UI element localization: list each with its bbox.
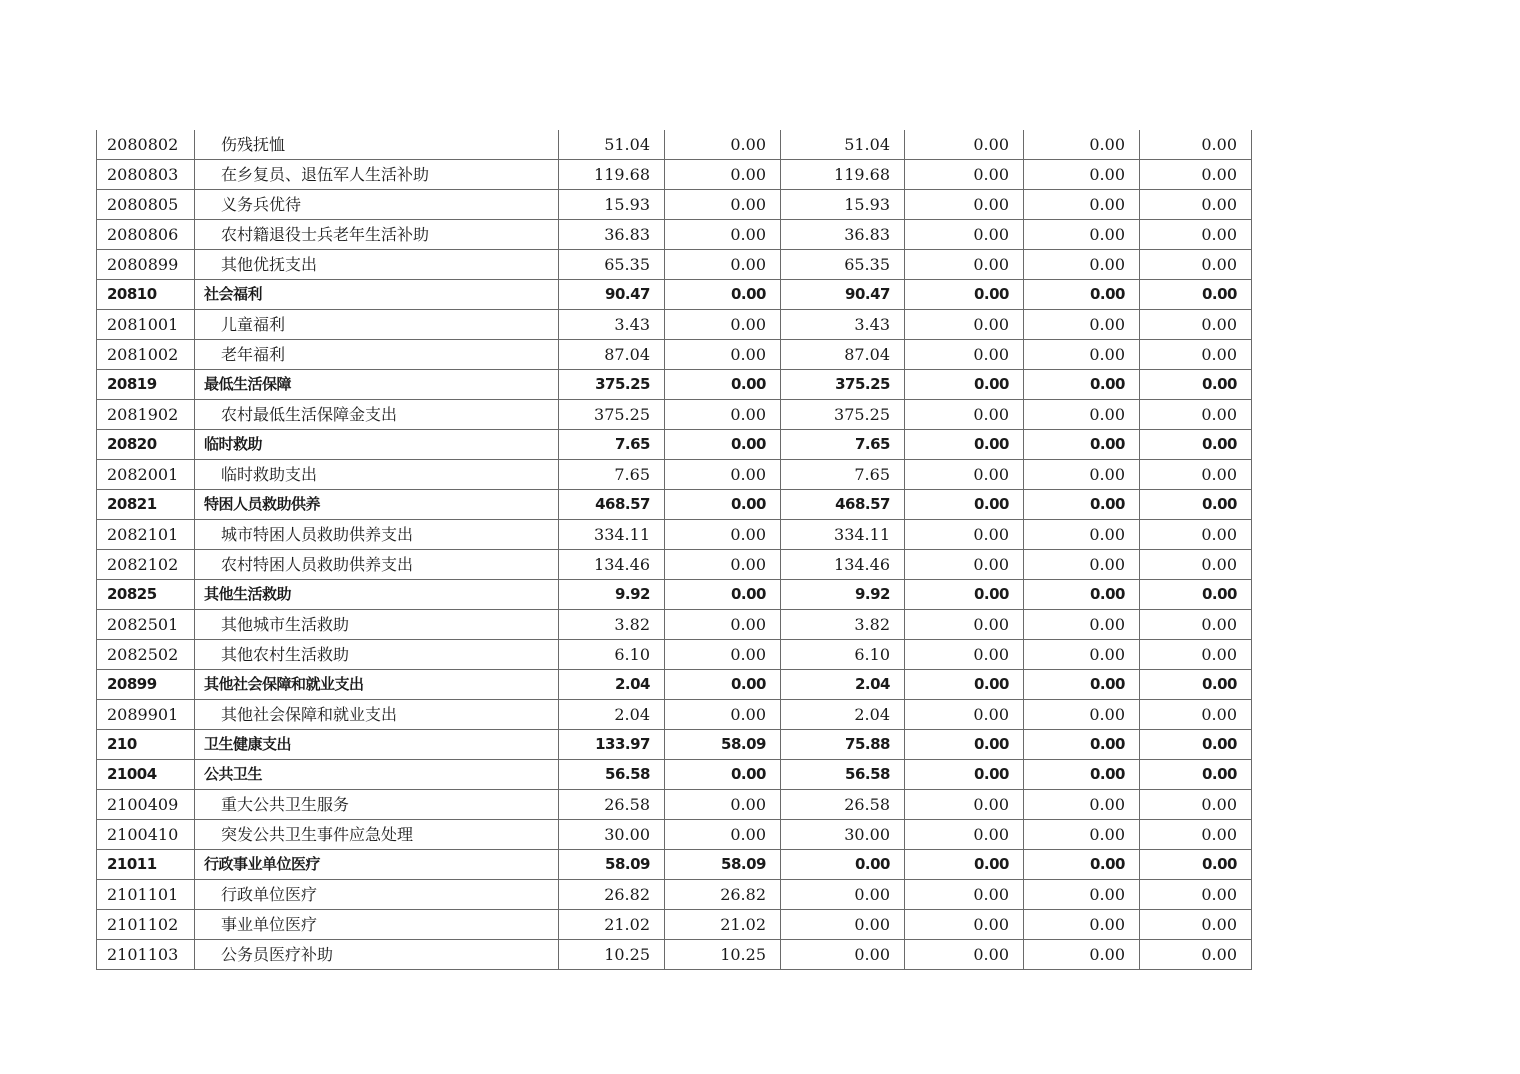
cell-code: 2089901 — [97, 700, 195, 730]
cell-name: 义务兵优待 — [195, 190, 559, 220]
cell-value-1: 90.47 — [559, 280, 665, 310]
cell-name: 重大公共卫生服务 — [195, 790, 559, 820]
cell-value-2: 58.09 — [665, 850, 781, 880]
cell-value-1: 133.97 — [559, 730, 665, 760]
cell-value-4: 0.00 — [905, 910, 1024, 940]
cell-value-5: 0.00 — [1024, 910, 1140, 940]
cell-value-4: 0.00 — [905, 760, 1024, 790]
cell-value-1: 2.04 — [559, 670, 665, 700]
cell-value-1: 9.92 — [559, 580, 665, 610]
cell-value-5: 0.00 — [1024, 190, 1140, 220]
cell-value-2: 0.00 — [665, 160, 781, 190]
cell-value-2: 0.00 — [665, 400, 781, 430]
table-row — [97, 190, 1252, 220]
cell-code: 2080899 — [97, 250, 195, 280]
table-row-subtotal — [97, 370, 1252, 400]
cell-value-1: 26.58 — [559, 790, 665, 820]
cell-value-3: 119.68 — [781, 160, 905, 190]
cell-name: 公共卫生 — [195, 760, 559, 790]
cell-value-5: 0.00 — [1024, 280, 1140, 310]
cell-value-3: 134.46 — [781, 550, 905, 580]
budget-table-body — [97, 130, 1252, 970]
cell-name: 在乡复员、退伍军人生活补助 — [195, 160, 559, 190]
cell-value-4: 0.00 — [905, 580, 1024, 610]
cell-value-2: 0.00 — [665, 670, 781, 700]
cell-value-2: 0.00 — [665, 310, 781, 340]
table-row-subtotal — [97, 280, 1252, 310]
cell-value-2: 0.00 — [665, 550, 781, 580]
cell-value-6: 0.00 — [1140, 430, 1252, 460]
cell-value-4: 0.00 — [905, 280, 1024, 310]
cell-value-2: 0.00 — [665, 460, 781, 490]
cell-code: 20825 — [97, 580, 195, 610]
cell-code: 210 — [97, 730, 195, 760]
cell-name: 特困人员救助供养 — [195, 490, 559, 520]
cell-name: 城市特困人员救助供养支出 — [195, 520, 559, 550]
table-row — [97, 910, 1252, 940]
cell-value-2: 58.09 — [665, 730, 781, 760]
cell-code: 20820 — [97, 430, 195, 460]
cell-name: 其他生活救助 — [195, 580, 559, 610]
cell-value-2: 0.00 — [665, 700, 781, 730]
table-row — [97, 250, 1252, 280]
cell-name: 其他社会保障和就业支出 — [195, 670, 559, 700]
cell-value-6: 0.00 — [1140, 340, 1252, 370]
cell-value-5: 0.00 — [1024, 550, 1140, 580]
cell-code: 20821 — [97, 490, 195, 520]
table-row — [97, 520, 1252, 550]
cell-value-5: 0.00 — [1024, 670, 1140, 700]
cell-value-3: 65.35 — [781, 250, 905, 280]
cell-value-6: 0.00 — [1140, 610, 1252, 640]
cell-value-5: 0.00 — [1024, 820, 1140, 850]
table-row — [97, 310, 1252, 340]
cell-value-1: 21.02 — [559, 910, 665, 940]
cell-code: 2080806 — [97, 220, 195, 250]
cell-value-4: 0.00 — [905, 610, 1024, 640]
cell-code: 2082501 — [97, 610, 195, 640]
cell-code: 2101102 — [97, 910, 195, 940]
cell-value-3: 26.58 — [781, 790, 905, 820]
cell-value-1: 375.25 — [559, 370, 665, 400]
cell-value-4: 0.00 — [905, 940, 1024, 970]
cell-value-2: 0.00 — [665, 790, 781, 820]
cell-value-5: 0.00 — [1024, 940, 1140, 970]
cell-value-3: 0.00 — [781, 850, 905, 880]
table-row-subtotal — [97, 430, 1252, 460]
cell-value-5: 0.00 — [1024, 310, 1140, 340]
table-row-subtotal — [97, 760, 1252, 790]
cell-value-1: 7.65 — [559, 460, 665, 490]
cell-name: 最低生活保障 — [195, 370, 559, 400]
cell-value-3: 90.47 — [781, 280, 905, 310]
cell-value-4: 0.00 — [905, 700, 1024, 730]
cell-value-2: 0.00 — [665, 370, 781, 400]
cell-name: 社会福利 — [195, 280, 559, 310]
table-row-subtotal — [97, 670, 1252, 700]
cell-value-2: 0.00 — [665, 220, 781, 250]
cell-value-3: 30.00 — [781, 820, 905, 850]
cell-code: 2101101 — [97, 880, 195, 910]
cell-value-4: 0.00 — [905, 190, 1024, 220]
cell-value-6: 0.00 — [1140, 460, 1252, 490]
cell-name: 事业单位医疗 — [195, 910, 559, 940]
cell-value-5: 0.00 — [1024, 400, 1140, 430]
cell-name: 农村最低生活保障金支出 — [195, 400, 559, 430]
cell-value-4: 0.00 — [905, 520, 1024, 550]
cell-value-4: 0.00 — [905, 640, 1024, 670]
cell-value-4: 0.00 — [905, 220, 1024, 250]
cell-value-4: 0.00 — [905, 850, 1024, 880]
cell-value-3: 3.43 — [781, 310, 905, 340]
cell-code: 20810 — [97, 280, 195, 310]
cell-name: 其他城市生活救助 — [195, 610, 559, 640]
table-row — [97, 130, 1252, 160]
cell-value-2: 21.02 — [665, 910, 781, 940]
cell-code: 20899 — [97, 670, 195, 700]
cell-value-4: 0.00 — [905, 430, 1024, 460]
cell-name: 临时救助支出 — [195, 460, 559, 490]
cell-value-4: 0.00 — [905, 130, 1024, 160]
cell-value-3: 2.04 — [781, 670, 905, 700]
cell-value-3: 375.25 — [781, 400, 905, 430]
cell-value-1: 375.25 — [559, 400, 665, 430]
cell-value-6: 0.00 — [1140, 700, 1252, 730]
cell-value-6: 0.00 — [1140, 130, 1252, 160]
table-row-subtotal — [97, 730, 1252, 760]
cell-value-1: 134.46 — [559, 550, 665, 580]
cell-value-2: 0.00 — [665, 520, 781, 550]
cell-value-1: 87.04 — [559, 340, 665, 370]
cell-value-4: 0.00 — [905, 310, 1024, 340]
cell-name: 其他农村生活救助 — [195, 640, 559, 670]
cell-value-6: 0.00 — [1140, 550, 1252, 580]
cell-value-2: 26.82 — [665, 880, 781, 910]
cell-code: 2100410 — [97, 820, 195, 850]
cell-value-1: 15.93 — [559, 190, 665, 220]
cell-value-3: 2.04 — [781, 700, 905, 730]
cell-value-1: 26.82 — [559, 880, 665, 910]
cell-value-5: 0.00 — [1024, 490, 1140, 520]
cell-code: 21011 — [97, 850, 195, 880]
cell-name: 农村特困人员救助供养支出 — [195, 550, 559, 580]
cell-value-1: 2.04 — [559, 700, 665, 730]
cell-value-6: 0.00 — [1140, 220, 1252, 250]
cell-value-3: 9.92 — [781, 580, 905, 610]
cell-value-1: 58.09 — [559, 850, 665, 880]
cell-value-5: 0.00 — [1024, 220, 1140, 250]
cell-value-6: 0.00 — [1140, 280, 1252, 310]
cell-name: 卫生健康支出 — [195, 730, 559, 760]
table-row-subtotal — [97, 850, 1252, 880]
cell-value-6: 0.00 — [1140, 820, 1252, 850]
cell-value-5: 0.00 — [1024, 520, 1140, 550]
budget-table — [96, 130, 1252, 970]
cell-value-6: 0.00 — [1140, 160, 1252, 190]
cell-value-5: 0.00 — [1024, 640, 1140, 670]
cell-value-6: 0.00 — [1140, 760, 1252, 790]
table-row — [97, 820, 1252, 850]
cell-value-1: 119.68 — [559, 160, 665, 190]
cell-name: 其他社会保障和就业支出 — [195, 700, 559, 730]
cell-value-4: 0.00 — [905, 790, 1024, 820]
cell-code: 2081002 — [97, 340, 195, 370]
cell-value-1: 56.58 — [559, 760, 665, 790]
cell-value-2: 0.00 — [665, 490, 781, 520]
cell-value-3: 56.58 — [781, 760, 905, 790]
table-row — [97, 460, 1252, 490]
cell-value-5: 0.00 — [1024, 880, 1140, 910]
cell-value-4: 0.00 — [905, 250, 1024, 280]
cell-value-4: 0.00 — [905, 340, 1024, 370]
table-row-subtotal — [97, 580, 1252, 610]
cell-value-5: 0.00 — [1024, 580, 1140, 610]
cell-value-3: 468.57 — [781, 490, 905, 520]
cell-value-4: 0.00 — [905, 820, 1024, 850]
cell-value-2: 0.00 — [665, 280, 781, 310]
cell-value-3: 375.25 — [781, 370, 905, 400]
cell-value-5: 0.00 — [1024, 460, 1140, 490]
cell-value-3: 0.00 — [781, 940, 905, 970]
cell-name: 行政事业单位医疗 — [195, 850, 559, 880]
cell-value-3: 6.10 — [781, 640, 905, 670]
cell-value-5: 0.00 — [1024, 730, 1140, 760]
cell-value-2: 0.00 — [665, 820, 781, 850]
cell-name: 公务员医疗补助 — [195, 940, 559, 970]
cell-code: 2100409 — [97, 790, 195, 820]
cell-value-1: 51.04 — [559, 130, 665, 160]
cell-value-3: 87.04 — [781, 340, 905, 370]
cell-value-3: 51.04 — [781, 130, 905, 160]
cell-code: 20819 — [97, 370, 195, 400]
cell-value-3: 75.88 — [781, 730, 905, 760]
table-row — [97, 550, 1252, 580]
cell-value-6: 0.00 — [1140, 880, 1252, 910]
cell-value-4: 0.00 — [905, 400, 1024, 430]
cell-value-1: 36.83 — [559, 220, 665, 250]
cell-name: 临时救助 — [195, 430, 559, 460]
table-row — [97, 160, 1252, 190]
cell-value-4: 0.00 — [905, 730, 1024, 760]
cell-value-5: 0.00 — [1024, 760, 1140, 790]
cell-value-3: 3.82 — [781, 610, 905, 640]
cell-value-1: 334.11 — [559, 520, 665, 550]
cell-name: 突发公共卫生事件应急处理 — [195, 820, 559, 850]
cell-code: 2082001 — [97, 460, 195, 490]
cell-value-5: 0.00 — [1024, 160, 1140, 190]
cell-code: 2080805 — [97, 190, 195, 220]
cell-value-3: 0.00 — [781, 880, 905, 910]
table-row — [97, 700, 1252, 730]
table-row-subtotal — [97, 490, 1252, 520]
cell-value-1: 65.35 — [559, 250, 665, 280]
cell-value-6: 0.00 — [1140, 940, 1252, 970]
cell-code: 2082102 — [97, 550, 195, 580]
cell-value-5: 0.00 — [1024, 430, 1140, 460]
cell-name: 农村籍退役士兵老年生活补助 — [195, 220, 559, 250]
cell-value-1: 10.25 — [559, 940, 665, 970]
cell-value-5: 0.00 — [1024, 850, 1140, 880]
cell-value-3: 7.65 — [781, 430, 905, 460]
cell-value-1: 3.43 — [559, 310, 665, 340]
cell-code: 2080802 — [97, 130, 195, 160]
cell-value-2: 0.00 — [665, 340, 781, 370]
cell-value-1: 3.82 — [559, 610, 665, 640]
cell-value-6: 0.00 — [1140, 670, 1252, 700]
cell-value-4: 0.00 — [905, 370, 1024, 400]
cell-value-4: 0.00 — [905, 670, 1024, 700]
cell-value-6: 0.00 — [1140, 370, 1252, 400]
cell-code: 2081001 — [97, 310, 195, 340]
cell-value-6: 0.00 — [1140, 910, 1252, 940]
cell-value-3: 334.11 — [781, 520, 905, 550]
cell-value-1: 7.65 — [559, 430, 665, 460]
cell-value-1: 6.10 — [559, 640, 665, 670]
cell-value-6: 0.00 — [1140, 580, 1252, 610]
cell-value-6: 0.00 — [1140, 190, 1252, 220]
cell-value-1: 30.00 — [559, 820, 665, 850]
cell-value-6: 0.00 — [1140, 310, 1252, 340]
cell-value-6: 0.00 — [1140, 730, 1252, 760]
cell-value-2: 0.00 — [665, 580, 781, 610]
cell-value-2: 0.00 — [665, 430, 781, 460]
cell-name: 其他优抚支出 — [195, 250, 559, 280]
cell-code: 2080803 — [97, 160, 195, 190]
cell-value-2: 0.00 — [665, 250, 781, 280]
cell-value-5: 0.00 — [1024, 700, 1140, 730]
cell-value-1: 468.57 — [559, 490, 665, 520]
cell-value-2: 0.00 — [665, 640, 781, 670]
cell-value-2: 0.00 — [665, 190, 781, 220]
cell-value-2: 10.25 — [665, 940, 781, 970]
cell-code: 2082101 — [97, 520, 195, 550]
cell-value-3: 15.93 — [781, 190, 905, 220]
cell-value-5: 0.00 — [1024, 130, 1140, 160]
cell-value-5: 0.00 — [1024, 370, 1140, 400]
table-row — [97, 790, 1252, 820]
cell-value-4: 0.00 — [905, 880, 1024, 910]
cell-value-6: 0.00 — [1140, 640, 1252, 670]
cell-code: 2101103 — [97, 940, 195, 970]
cell-value-5: 0.00 — [1024, 340, 1140, 370]
table-row — [97, 400, 1252, 430]
table-row — [97, 880, 1252, 910]
cell-value-3: 0.00 — [781, 910, 905, 940]
cell-value-5: 0.00 — [1024, 250, 1140, 280]
cell-value-2: 0.00 — [665, 610, 781, 640]
cell-value-6: 0.00 — [1140, 250, 1252, 280]
table-row — [97, 220, 1252, 250]
cell-value-5: 0.00 — [1024, 610, 1140, 640]
cell-value-6: 0.00 — [1140, 490, 1252, 520]
table-row — [97, 610, 1252, 640]
cell-value-6: 0.00 — [1140, 400, 1252, 430]
cell-code: 2082502 — [97, 640, 195, 670]
cell-value-2: 0.00 — [665, 130, 781, 160]
table-row — [97, 640, 1252, 670]
cell-value-3: 7.65 — [781, 460, 905, 490]
cell-value-3: 36.83 — [781, 220, 905, 250]
cell-value-6: 0.00 — [1140, 790, 1252, 820]
cell-name: 儿童福利 — [195, 310, 559, 340]
table-row — [97, 940, 1252, 970]
cell-code: 2081902 — [97, 400, 195, 430]
cell-value-5: 0.00 — [1024, 790, 1140, 820]
cell-name: 伤残抚恤 — [195, 130, 559, 160]
cell-name: 行政单位医疗 — [195, 880, 559, 910]
cell-value-4: 0.00 — [905, 460, 1024, 490]
cell-value-6: 0.00 — [1140, 850, 1252, 880]
cell-value-2: 0.00 — [665, 760, 781, 790]
cell-value-4: 0.00 — [905, 550, 1024, 580]
cell-value-6: 0.00 — [1140, 520, 1252, 550]
cell-name: 老年福利 — [195, 340, 559, 370]
cell-value-4: 0.00 — [905, 160, 1024, 190]
cell-value-4: 0.00 — [905, 490, 1024, 520]
table-row — [97, 340, 1252, 370]
cell-code: 21004 — [97, 760, 195, 790]
